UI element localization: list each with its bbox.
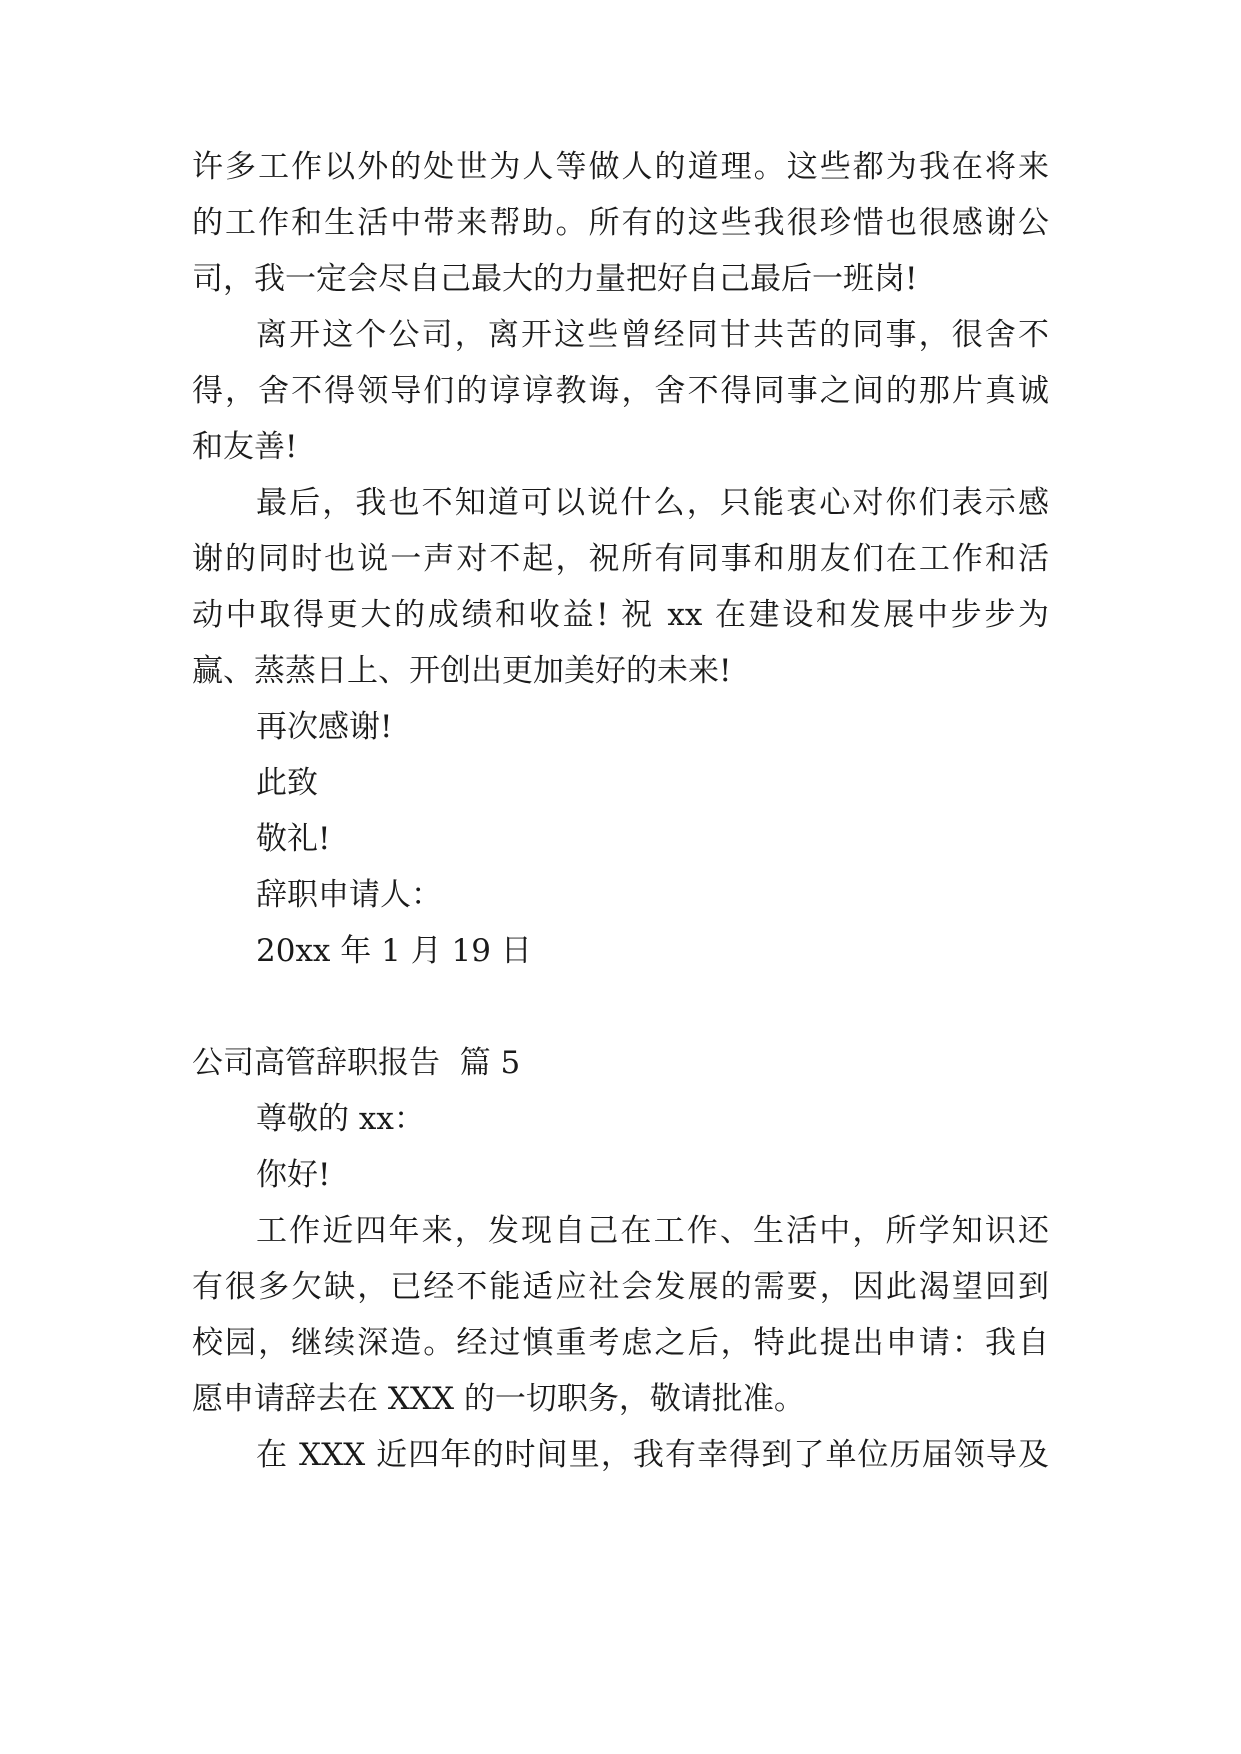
section-hello: 你好! [256,1157,331,1193]
paragraph-2-line-3: 和友善! [192,429,298,465]
section-heading: 公司高管辞职报告 篇 5 [192,1045,521,1081]
paragraph-1-line-1: 许多工作以外的处世为人等做人的道理。这些都为我在将来 [192,149,1049,185]
closing-salutation-2: 敬礼! [256,821,331,857]
section-paragraph-1-line-2: 有很多欠缺，已经不能适应社会发展的需要，因此渴望回到 [192,1269,1049,1305]
section-greeting: 尊敬的 xx： [256,1101,425,1137]
paragraph-2-line-2: 得，舍不得领导们的谆谆教诲，舍不得同事之间的那片真诚 [192,373,1049,409]
paragraph-3-line-3: 动中取得更大的成绩和收益! 祝 xx 在建设和发展中步步为 [192,597,1049,633]
paragraph-3-line-4: 赢、蒸蒸日上、开创出更加美好的未来! [192,653,732,689]
section-paragraph-1-line-1: 工作近四年来，发现自己在工作、生活中，所学知识还 [256,1213,1049,1249]
section-paragraph-1-line-3: 校园，继续深造。经过慎重考虑之后，特此提出申请：我自 [192,1325,1049,1361]
paragraph-1-line-3: 司，我一定会尽自己最大的力量把好自己最后一班岗! [192,261,918,297]
paragraph-1-line-2: 的工作和生活中带来帮助。所有的这些我很珍惜也很感谢公 [192,205,1049,241]
section-paragraph-2-line-1: 在 XXX 近四年的时间里，我有幸得到了单位历届领导及 [256,1437,1049,1473]
section-paragraph-1-line-4: 愿申请辞去在 XXX 的一切职务，敬请批准。 [192,1381,805,1417]
closing-signer: 辞职申请人： [256,877,442,913]
closing-date: 20xx 年 1 月 19 日 [256,933,532,969]
paragraph-3-line-1: 最后，我也不知道可以说什么，只能衷心对你们表示感 [256,485,1049,521]
closing-salutation-1: 此致 [256,765,318,801]
paragraph-3-line-2: 谢的同时也说一声对不起，祝所有同事和朋友们在工作和活 [192,541,1049,577]
closing-thanks: 再次感谢! [256,709,393,745]
paragraph-2-line-1: 离开这个公司，离开这些曾经同甘共苦的同事，很舍不 [256,317,1049,353]
